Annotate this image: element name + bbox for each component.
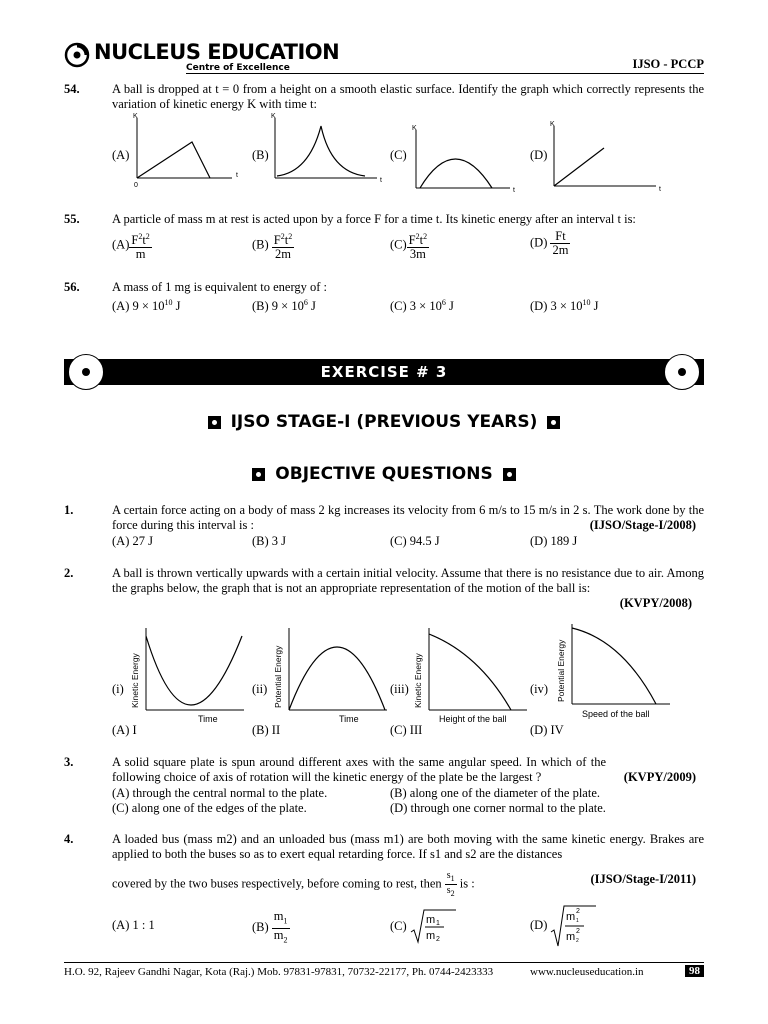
- question-number: 56.: [64, 280, 80, 294]
- target-icon: [664, 354, 700, 390]
- option-label: (D): [530, 148, 548, 162]
- option-b: (B) $9 \times 10^6$ J: [252, 298, 316, 314]
- svg-text:2: 2: [576, 908, 581, 915]
- question-2: [64, 566, 704, 744]
- graph-label: (iv): [530, 682, 549, 696]
- axis-y-label: K: [550, 121, 555, 128]
- graph-xlabel: Time: [198, 714, 218, 724]
- question-source: (IJSO/Stage-I/2008): [589, 518, 696, 532]
- option-d: (D) 189 J: [530, 534, 578, 548]
- sqrt-icon: [550, 904, 596, 948]
- graph-iii: [409, 624, 531, 726]
- option-a: (A) $\frac{F^2t^2}{m}$: [112, 232, 150, 262]
- exercise-band: [64, 359, 704, 385]
- question-source: (IJSO/Stage-I/2011): [590, 872, 696, 886]
- svg-text:m: m: [566, 931, 576, 943]
- question-number: 1.: [64, 503, 74, 517]
- objective-heading: OBJECTIVE QUESTIONS: [0, 464, 768, 484]
- option-label: (B): [252, 148, 269, 162]
- question-number: 55.: [64, 212, 80, 226]
- graph-label: (i): [112, 682, 124, 696]
- question-text-continued: covered by the two buses respectively, before coming to rest, then $\frac{s_1}{s_2}$ is :: [112, 870, 475, 898]
- option-b: (B) along one of the diameter of the plate.: [390, 786, 600, 800]
- question-source: (KVPY/2008): [619, 596, 692, 610]
- graph-iv: [552, 620, 674, 722]
- axis-y-label: K: [133, 113, 138, 120]
- option-c: (C) $\frac{F^2t^2}{3m}$: [390, 232, 428, 262]
- page-number: 98: [685, 965, 704, 977]
- svg-text:m: m: [425, 914, 435, 926]
- graph-ylabel: Kinetic Energy: [413, 653, 423, 708]
- option-b: (B) $\frac{F^2t^2}{2m}$: [252, 232, 293, 262]
- option-d: (D) m 2 1 m 2 2: [530, 904, 596, 948]
- option-b: (B) II: [252, 723, 281, 737]
- brand-tagline: Centre of Excellence: [186, 63, 290, 73]
- page-code: IJSO - PCCP: [632, 57, 704, 71]
- option-d: (D) $3 \times 10^{10}$ J: [530, 298, 599, 314]
- footer: [64, 962, 704, 982]
- footer-address: H.O. 92, Rajeev Gandhi Nagar, Kota (Raj.) Mob. 97831-97831, 70732-22177, Ph. 0744-2423333: [64, 966, 494, 978]
- option-label: (A): [112, 148, 130, 162]
- question-text: A certain force acting on a body of mass 2 kg increases its velocity from 6 m/s to 15 m/s in 2 s. The work done by the force during this interval is :: [112, 503, 704, 532]
- brand-name: NUCLEUS EDUCATION: [94, 40, 340, 64]
- option-d: (D) $\frac{Ft}{2m}$: [530, 229, 569, 257]
- axis-x-label: t: [236, 172, 238, 179]
- graph-xlabel: Speed of the ball: [582, 709, 650, 719]
- graph-ylabel: Potential Energy: [556, 639, 566, 702]
- option-a: (A) 27 J: [112, 534, 153, 548]
- option-c: (C) 94.5 J: [390, 534, 440, 548]
- header-rule: [186, 73, 704, 74]
- graph-i: [126, 624, 246, 726]
- svg-text:2: 2: [435, 936, 440, 943]
- logo-icon: [64, 42, 90, 68]
- option-c: (C) $3 \times 10^6$ J: [390, 298, 454, 314]
- header: [64, 40, 704, 74]
- bullet-icon: [547, 416, 560, 429]
- question-number: 54.: [64, 82, 80, 96]
- option-a: (A) I: [112, 723, 137, 737]
- question-4: [64, 832, 704, 952]
- footer-rule: [64, 962, 704, 963]
- question-text: A mass of 1 mg is equivalent to energy of :: [112, 280, 328, 294]
- option-c: (C) III: [390, 723, 423, 737]
- svg-text:m: m: [566, 911, 576, 923]
- bullet-icon: [208, 416, 221, 429]
- axis-y-label: K: [412, 125, 417, 132]
- bullet-icon: [503, 468, 516, 481]
- option-a: (A) through the central normal to the plate.: [112, 786, 328, 800]
- exercise-title: EXERCISE # 3: [320, 363, 448, 381]
- option-d: (D) through one corner normal to the plate.: [390, 801, 606, 815]
- option-b: (B) $\frac{m_1}{m_2}$: [252, 909, 288, 944]
- graph-ylabel: Potential Energy: [273, 645, 283, 708]
- origin-label: 0: [134, 182, 138, 188]
- question-1: [64, 503, 704, 553]
- question-text: A ball is thrown vertically upwards with a certain initial velocity. Assume that there is no resistance due to air. Among the graphs below, the graph that is not an appropriate representation of the motion of the ball is:: [112, 566, 704, 595]
- question-3: [64, 755, 704, 819]
- svg-text:2: 2: [576, 928, 581, 935]
- svg-text:m: m: [425, 930, 435, 942]
- graph-a: [132, 110, 242, 188]
- question-number: 4.: [64, 832, 74, 846]
- option-a: (A) 1 : 1: [112, 918, 155, 932]
- question-source: (KVPY/2009): [623, 770, 696, 784]
- svg-text:1: 1: [576, 918, 580, 924]
- axis-y-label: K: [271, 113, 276, 120]
- question-number: 3.: [64, 755, 74, 769]
- stage-heading: IJSO STAGE-I (PREVIOUS YEARS): [0, 412, 768, 432]
- graph-c: [410, 122, 520, 194]
- graph-ii: [269, 624, 389, 726]
- option-b: (B) 3 J: [252, 534, 287, 548]
- axis-x-label: t: [380, 177, 382, 184]
- svg-text:2: 2: [576, 938, 580, 944]
- question-number: 2.: [64, 566, 74, 580]
- axis-x-label: t: [513, 187, 515, 194]
- graph-label: (ii): [252, 682, 268, 696]
- option-label: (C): [390, 148, 407, 162]
- axis-x-label: t: [659, 186, 661, 192]
- sqrt-icon: [410, 908, 456, 946]
- question-text: A particle of mass m at rest is acted upon by a force F for a time t. Its kinetic energy after an interval t is:: [112, 212, 636, 226]
- svg-text:1: 1: [435, 920, 440, 927]
- question-55: [64, 212, 704, 270]
- option-c: (C) m 1 m 2: [390, 908, 456, 946]
- option-a: (A) $9 \times 10^{10}$ J: [112, 298, 181, 314]
- option-d: (D) IV: [530, 723, 564, 737]
- question-text: A loaded bus (mass m2) and an unloaded bus (mass m1) are both moving with the same kinetic energy. Brakes are applied to both the buses so as to exert equal retarding force. If s1 and s2 are the distances: [112, 832, 704, 861]
- graph-xlabel: Height of the ball: [439, 714, 507, 724]
- option-c: (C) along one of the edges of the plate.: [112, 801, 307, 815]
- question-54: [64, 82, 704, 202]
- footer-website[interactable]: www.nucleuseducation.in: [530, 966, 644, 978]
- bullet-icon: [252, 468, 265, 481]
- question-56: [64, 280, 704, 314]
- graph-d: [548, 120, 666, 192]
- graph-xlabel: Time: [339, 714, 359, 724]
- graph-b: [269, 110, 387, 188]
- graph-ylabel: Kinetic Energy: [130, 653, 140, 708]
- question-text: A solid square plate is spun around different axes with the same angular speed. In which of the following choice of axis of rotation will the kinetic energy of the plate be the largest ?: [112, 755, 606, 784]
- graph-label: (iii): [390, 682, 409, 696]
- question-text: A ball is dropped at t = 0 from a height on a smooth elastic surface. Identify the graph which correctly represents the variation of kinetic energy K with time t:: [112, 82, 704, 111]
